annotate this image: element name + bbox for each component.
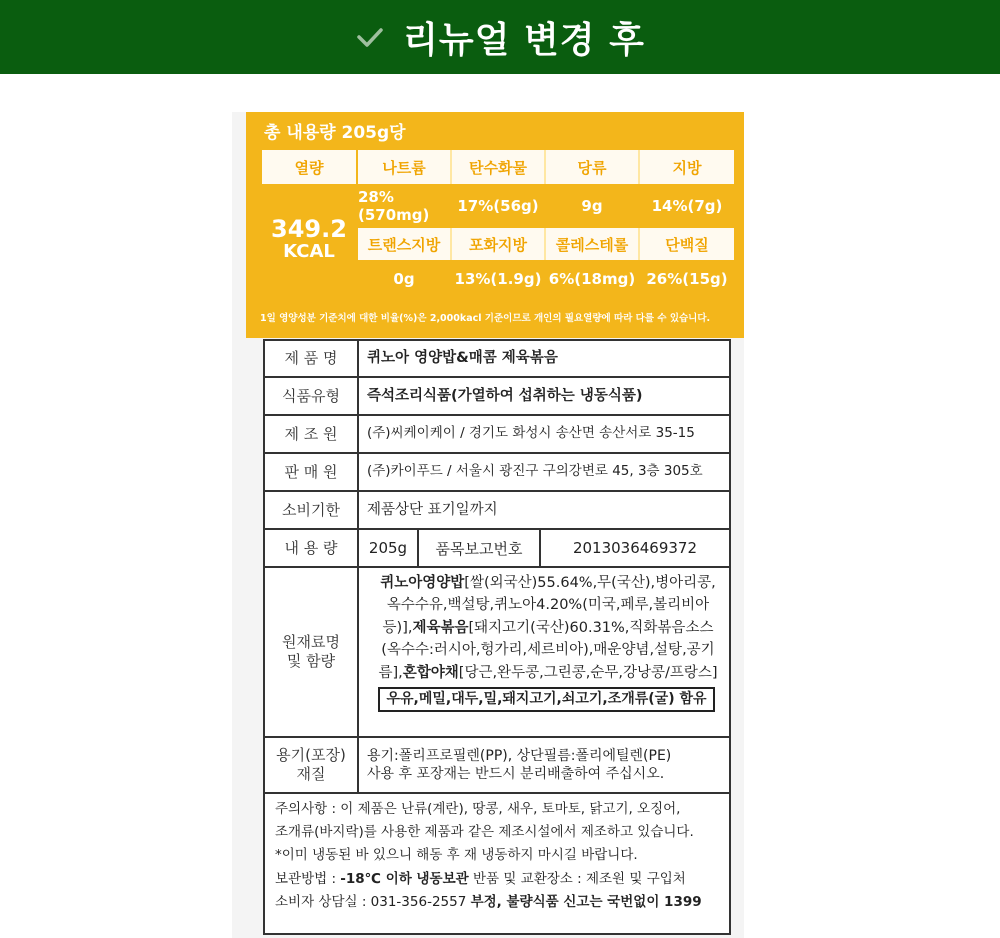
materials-text: [돼지고기(국산)60.31%,직화볶음소스 (468, 619, 714, 636)
notice-text: 주의사항 : 이 제품은 난류(계란), 땅콩, 새우, 토마토, 닭고기, 오징어, (275, 801, 681, 817)
table-row (265, 566, 729, 736)
row-key: 소비기한 (265, 492, 359, 528)
table-row (265, 736, 729, 792)
nutrient-label: 포화지방 (452, 228, 544, 260)
check-icon (355, 22, 385, 52)
report-number: 2013036469372 (572, 539, 698, 557)
materials-text: [당근,완두콩,그린콩,순무,강낭콩/프랑스] (458, 664, 718, 681)
row-value: 퀴노아 영양밥&매콤 제육볶음 (367, 350, 558, 367)
notice-text: 조개류(바지락)를 사용한 제품과 같은 제조시설에서 제조하고 있습니다. (275, 824, 694, 841)
row-key-line: 및 함량 (286, 652, 336, 670)
table-row (265, 339, 729, 376)
row-value: (주)씨케이케이 / 경기도 화성시 송산면 송산서로 35-15 (367, 425, 695, 442)
nutrient-value: 14%(7g) (640, 186, 734, 226)
calories-value (262, 186, 356, 292)
materials-text: [쌀(외국산)55.64%,무(국산),병아리콩, (464, 575, 716, 591)
nutrient-value: 9g (546, 186, 638, 226)
nutrition-title: 총 내용량 205g당 (264, 123, 406, 143)
nutrition-panel (246, 112, 744, 338)
notice-text: *이미 냉동된 바 있으니 해동 후 재 냉동하지 마시길 바랍니다. (275, 847, 638, 864)
table-row (265, 528, 729, 566)
nutrient-label: 트랜스지방 (358, 228, 450, 260)
materials-bold: 혼합야채 (402, 664, 459, 681)
content-value: 205g (359, 530, 419, 566)
row-key: 식품유형 (265, 378, 359, 414)
notice-bold: -18℃ 이하 냉동보관 (340, 870, 469, 887)
row-value: 제품상단 표기일까지 (367, 501, 498, 518)
nutrient-value: 13%(1.9g) (452, 262, 544, 296)
materials-bold: 퀴노아영양밥 (380, 575, 465, 591)
table-row (265, 376, 729, 414)
materials-text: (옥수수:러시아,헝가리,세르비아),매운양념,설탕,공기 (381, 642, 715, 659)
materials-text: 등)], (382, 619, 413, 636)
allergen-box: 우유,메밀,대두,밀,돼지고기,쇠고기,조개류(굴) 함유 (378, 687, 714, 711)
calories-label: 열량 (262, 150, 356, 184)
row-key: 판 매 원 (265, 454, 359, 490)
row-key: 내 용 량 (265, 530, 359, 566)
nutrient-label: 단백질 (640, 228, 734, 260)
report-label: 품목보고번호 (419, 530, 541, 566)
nutrient-value: 6%(18mg) (546, 262, 638, 296)
row-value: 즉석조리식품(가열하여 섭취하는 냉동식품) (367, 387, 643, 404)
notice-bold: 부정, 불량식품 신고는 국번없이 1399 (470, 893, 702, 910)
nutrient-value: 26%(15g) (640, 262, 734, 296)
table-row (265, 414, 729, 452)
materials-text: 옥수수유,백설탕,퀴노아4.20%(미국,페루,볼리비아 (386, 597, 710, 614)
notice-block (265, 792, 729, 933)
product-info-table (263, 339, 731, 935)
nutrient-label: 콜레스테롤 (546, 228, 638, 260)
row-key-line: 용기(포장) (276, 746, 346, 765)
nutrient-value: 28%(570mg) (358, 186, 450, 226)
row-key: 제 품 명 (265, 341, 359, 376)
materials-value (359, 568, 729, 736)
row-key (265, 738, 359, 792)
row-value: (주)카이푸드 / 서울시 광진구 구의강변로 45, 3층 305호 (367, 463, 703, 480)
calories-unit: KCAL (283, 241, 335, 263)
nutrient-label: 당류 (546, 150, 638, 184)
materials-text: 름], (378, 664, 403, 681)
nutrition-grid (262, 150, 734, 326)
packaging-value (359, 738, 729, 792)
row-key (265, 568, 359, 736)
notice-text: 소비자 상담실 : 031-356-2557 (275, 893, 471, 910)
row-key-line: 재질 (296, 765, 326, 783)
row-key: 제 조 원 (265, 416, 359, 452)
nutrient-label: 지방 (640, 150, 734, 184)
nutrient-label: 나트륨 (358, 150, 450, 184)
materials-bold: 제육볶음 (412, 619, 469, 636)
table-row (265, 452, 729, 490)
nutrition-note: 1일 영양성분 기준치에 대한 비율(%)은 2,000kacl 기준이므로 개인의 필요열량에 따라 다를 수 있습니다. (260, 313, 711, 324)
table-row (265, 490, 729, 528)
nutrient-value: 0g (358, 262, 450, 296)
packaging-text: 사용 후 포장재는 반드시 분리배출하여 주십시오. (367, 766, 665, 782)
header-banner (0, 0, 1000, 74)
header-title: 리뉴얼 변경 후 (403, 19, 645, 61)
row-key-line: 원재료명 (282, 633, 340, 652)
nutrient-label: 탄수화물 (452, 150, 544, 184)
notice-text: 반품 및 교환장소 : 제조원 및 구입처 (468, 870, 686, 887)
nutrient-value: 17%(56g) (452, 186, 544, 226)
calories-number: 349.2 (271, 214, 347, 243)
packaging-text: 용기:폴리프로필렌(PP), 상단필름:폴리에틸렌(PE) (367, 747, 672, 764)
notice-text: 보관방법 : (275, 870, 341, 887)
